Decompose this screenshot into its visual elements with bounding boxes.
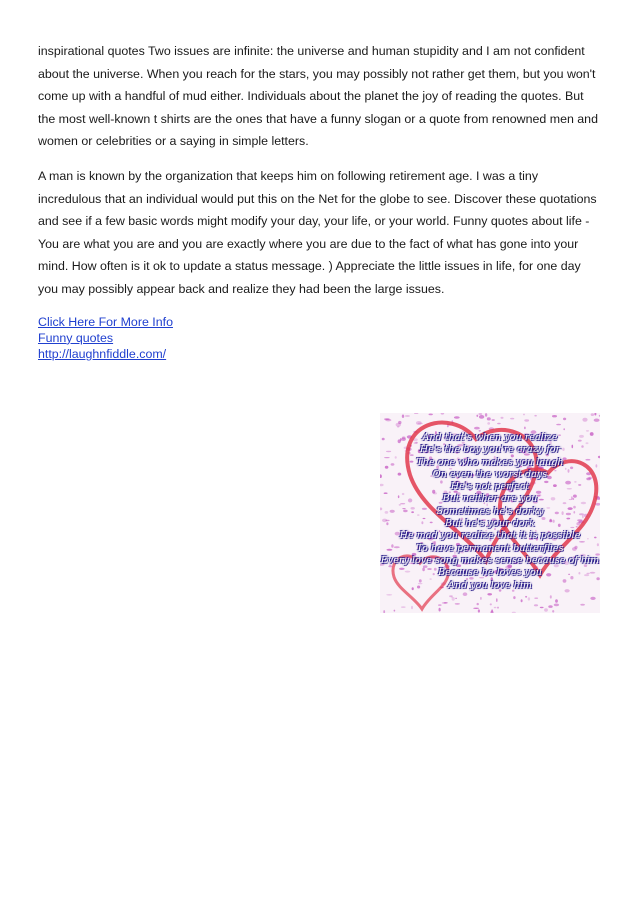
confetti-dot: [550, 595, 552, 598]
confetti-dot: [396, 423, 401, 427]
poem-line: Sometimes he's dorky: [436, 505, 544, 517]
link-list: [38, 314, 604, 363]
confetti-dot: [442, 602, 447, 603]
confetti-dot: [487, 417, 491, 420]
confetti-dot: [594, 419, 600, 422]
laughnfiddle-link[interactable]: http://laughnfiddle.com/: [38, 346, 167, 361]
confetti-dot: [497, 607, 499, 609]
confetti-dot: [476, 415, 478, 417]
confetti-dot: [534, 604, 538, 606]
poem-line: The one who makes you laugh: [416, 456, 564, 468]
confetti-dot: [496, 598, 498, 602]
more-info-link[interactable]: Click Here For More Info: [38, 314, 173, 329]
confetti-dot: [497, 423, 501, 425]
confetti-dot: [534, 598, 538, 599]
paragraph-1: inspirational quotes Two issues are infinite: the universe and human stupidity and I am not confident about the universe. When you reach for the stars, you may possibly not rather get them, but you won't come up with a handful of mud either. Individuals about the planet the joy of reading the quotes. But the most well-known t shirts are the ones that have a funny slogan or a quote from renowned men and women or celebrities or a saying in simple letters.: [38, 44, 598, 149]
confetti-dot: [491, 611, 494, 613]
confetti-dot: [524, 419, 529, 421]
confetti-dot: [556, 424, 561, 426]
confetti-dot: [525, 596, 527, 598]
confetti-dot: [474, 427, 480, 430]
confetti-dot: [402, 415, 404, 418]
confetti-dot: [512, 612, 516, 613]
confetti-dot: [487, 593, 492, 595]
poem-text: [380, 432, 600, 592]
confetti-dot: [478, 413, 482, 415]
document-body: [38, 40, 604, 362]
confetti-dot: [594, 413, 596, 416]
confetti-dot: [480, 597, 482, 600]
funny-quotes-link[interactable]: Funny quotes: [38, 330, 114, 345]
confetti-dot: [540, 607, 544, 608]
confetti-dot: [386, 594, 392, 596]
confetti-dot: [401, 606, 406, 608]
confetti-dot: [563, 418, 566, 421]
confetti-dot: [490, 603, 492, 605]
confetti-dot: [414, 413, 418, 414]
poem-line: Every love song makes sense because of him: [380, 554, 600, 566]
confetti-dot: [477, 603, 479, 605]
confetti-dot: [548, 605, 552, 608]
confetti-dot: [454, 416, 460, 418]
confetti-dot: [552, 610, 554, 613]
confetti-dot: [405, 415, 410, 416]
confetti-dot: [555, 599, 558, 603]
confetti-dot: [438, 604, 442, 606]
confetti-dot: [521, 599, 523, 602]
confetti-dot: [473, 608, 479, 609]
confetti-dot: [523, 414, 525, 416]
confetti-dot: [513, 596, 515, 599]
confetti-dot: [524, 427, 526, 430]
confetti-dot: [451, 595, 453, 597]
confetti-dot: [485, 413, 487, 417]
confetti-dot: [487, 422, 490, 425]
confetti-dot: [590, 597, 595, 600]
confetti-dot: [439, 608, 441, 612]
poem-line: And you love him: [447, 579, 533, 591]
poem-line: And that's when you realize: [422, 432, 558, 443]
paragraph-2: A man is known by the organization that keeps him on following retirement age. I was a tiny incredulous that an individual would put this on the Net for the globe to see. Discover these quotations and see if a few basic words might modify your day, your life, or your world. Funny quotes about life - You are what you are and you are exactly where you are due to the fact of what has gone into your mind. How often is it ok to update a status message. ) Appreciate the little issues in life, for one day you may possibly appear back and realize they had been the large issues.: [38, 168, 597, 296]
confetti-dot: [418, 423, 423, 425]
confetti-dot: [429, 414, 433, 416]
love-poem-image: [380, 413, 600, 613]
confetti-dot: [455, 603, 460, 604]
poem-line: To have permanent butterflies: [416, 542, 564, 554]
confetti-dot: [441, 413, 445, 415]
confetti-dot: [582, 418, 587, 422]
poem-line: He's the boy you're crazy for: [419, 444, 561, 456]
poem-line: Because he loves you: [438, 567, 542, 579]
confetti-dot: [385, 419, 391, 422]
confetti-dot: [494, 607, 497, 609]
confetti-dot: [479, 415, 484, 419]
poem-line: But neither are you: [442, 493, 538, 505]
confetti-dot: [492, 419, 495, 421]
confetti-dot: [501, 417, 504, 419]
confetti-dot: [463, 592, 468, 596]
poem-line: But he's your dork: [445, 518, 535, 530]
confetti-dot: [580, 604, 585, 606]
confetti-dot: [510, 418, 514, 420]
confetti-dot: [528, 597, 530, 600]
confetti-dot: [478, 609, 480, 612]
confetti-dot: [411, 606, 413, 610]
confetti-dot: [455, 598, 457, 599]
confetti-dot: [599, 415, 600, 417]
confetti-dot: [554, 604, 559, 607]
confetti-dot: [534, 415, 537, 417]
poem-line: He mad you realize that it is possible: [399, 530, 581, 542]
confetti-dot: [591, 413, 594, 416]
poem-line: On even the worst days: [432, 468, 548, 480]
poem-line: He's not perfect: [450, 481, 530, 493]
confetti-dot: [394, 610, 396, 612]
confetti-dot: [544, 608, 548, 611]
confetti-dot: [563, 428, 565, 430]
confetti-dot: [383, 610, 385, 613]
confetti-dot: [552, 415, 557, 417]
